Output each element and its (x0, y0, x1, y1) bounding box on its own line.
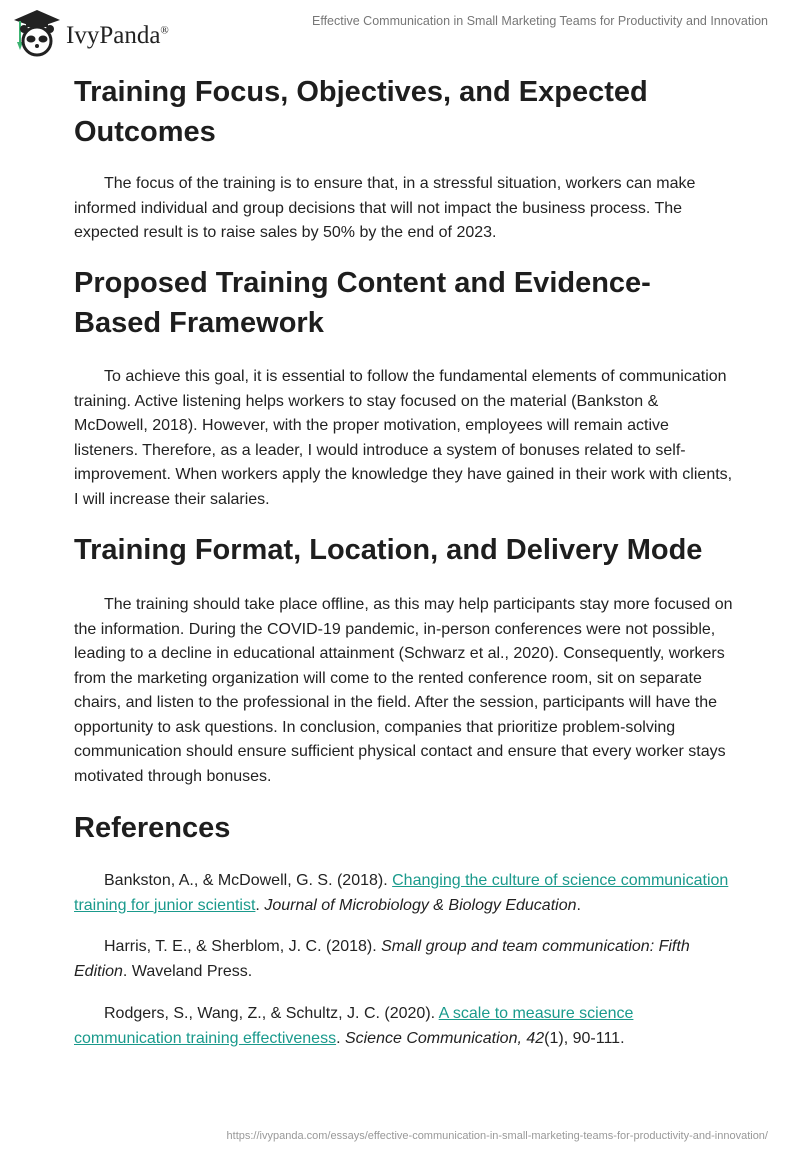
section-heading-training-format: Training Format, Location, and Delivery Mode (74, 534, 703, 566)
reference-item: Harris, T. E., & Sherblom, J. C. (2018). Small group and team communication: Fifth Edition. Waveland Press. (74, 938, 690, 980)
section-heading-training-content: Proposed Training Content and Evidence-Based Framework (74, 267, 651, 339)
footer-url: https://ivypanda.com/essays/effective-communication-in-small-marketing-teams-for-productivity-and-innovation/ (226, 1130, 768, 1142)
reference-item: Rodgers, S., Wang, Z., & Schultz, J. C. (2020). A scale to measure science communication training effectiveness. Science Communication, 42(1), 90-111. (74, 1005, 634, 1047)
reference-link[interactable]: Changing the culture of science communication training for junior scientist (74, 872, 729, 914)
section-heading-training-focus: Training Focus, Objectives, and Expected Outcomes (74, 76, 648, 148)
reference-link[interactable]: A scale to measure science communication training effectiveness (74, 1005, 634, 1047)
panda-graduate-icon (12, 8, 62, 58)
document-title: Effective Communication in Small Marketing Teams for Productivity and Innovation (312, 14, 768, 28)
section-paragraph: To achieve this goal, it is essential to follow the fundamental elements of communication training. Active listening helps workers to stay focused on the material (Bankston & McDowell, 2018). However, with the proper motivation, employees will remain active listeners. Therefore, as a leader, I would introduce a system of bonuses related to self-improvement. When workers apply the knowledge they have gained in their work with clients, I will increase their salaries. (74, 368, 733, 508)
reference-item: Bankston, A., & McDowell, G. S. (2018). Changing the culture of science communication training for junior scientist. Journal of Microbiology & Biology Education. (74, 872, 729, 914)
references-heading: References (74, 812, 231, 844)
section-paragraph: The training should take place offline, as this may help participants stay more focused on the information. During the COVID-19 pandemic, in-person conferences were not possible, leading to a decline in educational attainment (Schwarz et al., 2020). Consequently, workers from the marketing organization will come to the rented conference room, sit on separate chairs, and listen to the professional in the field. After the session, participants will have the opportunity to ask questions. In conclusion, companies that prioritize problem-solving communication should ensure sufficient physical contact and ensure that every worker stays motivated through bonuses. (74, 596, 733, 785)
logo-text: IvyPanda® (66, 22, 169, 49)
section-paragraph: The focus of the training is to ensure that, in a stressful situation, workers can make informed individual and group decisions that will not impact the business process. The expected result is to raise sales by 50% by the end of 2023. (74, 175, 696, 241)
ivypanda-logo[interactable] (12, 8, 169, 58)
